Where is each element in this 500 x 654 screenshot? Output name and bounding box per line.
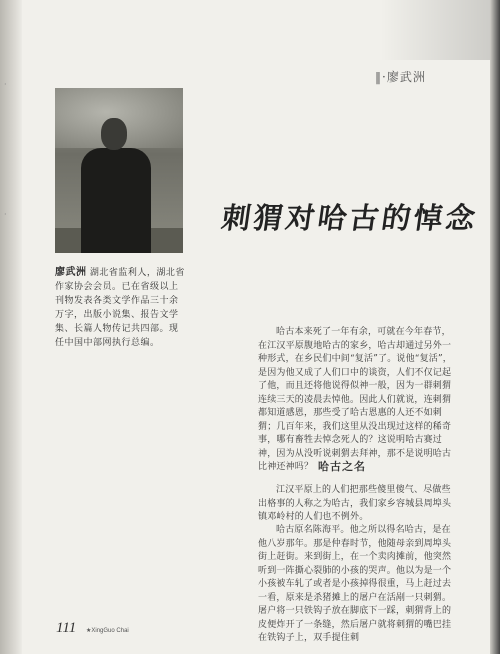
- author-bio: [55, 266, 187, 350]
- intro-paragraph: 哈古本来死了一年有余，可就在今年春节，在江汉平原腹地哈古的家乡，哈古却通过另外一种形式，在乡民们中间“复活”了。说他“复活”，是因为他又成了人们口中的谈资，人们不仅记起了他，而且还将他说得似神一般，因为一群刺猬连续三天的凌晨去悼他。因此人们就说，连刺猬都知道感恩，那些受了哈古恩惠的人还不如刺猬；几百年来，我们这里从没出现过这样的稀奇事，哪有畜牲去悼念死人的？这说明哈古赛过神，因为从没听说刺猬去拜神，那不是说明哈古比神还神吗？: [258, 327, 453, 472]
- page-spine: · ·: [0, 0, 22, 654]
- section-paragraph-1: 江汉平原上的人们把那些傻里傻气、尽做些出格事的人称之为哈古，我们家乡容城县周埠头镇邓岭村的人们也不例外。: [258, 485, 452, 522]
- author-tag: ‖·廖武洲: [375, 70, 426, 84]
- top-shadow: [380, 0, 490, 60]
- author-photo: [55, 88, 183, 253]
- journal-name: ★XingGuo Chai: [86, 628, 129, 634]
- bio-text: 湖北省监利人，湖北省作家协会会员。已在省级以上刊物发表各类文学作品三十余万字，出版小说集、报告文学集、长篇人物传记共四部。现任中国中部网执行总编。: [55, 268, 185, 348]
- section-heading: 哈古之名: [318, 460, 366, 473]
- section-paragraph-2: 哈古原名陈海平。他之所以得名哈古，是在他八岁那年。那是仲春时节，他随母亲到周埠头街上赶街。来到街上，在一个卖肉摊前，他突然听到一阵撕心裂肺的小孩的哭声。他以为是一个小孩被车轧了或者是小孩掉得很重，马上赶过去一看，原来是杀猪摊上的屠户在活剐一只刺猬。屠户将一只铁钩子放在脚底下一踩，刺猬背上的皮便炸开了一条缝，然后屠户就将刺猬的嘴巴挂在铁钩子上，双手提住刺: [258, 525, 452, 643]
- page-edge-shadow: [490, 0, 500, 654]
- page-number: 111: [56, 620, 77, 636]
- article-title: 刺猬对哈古的悼念: [219, 201, 481, 235]
- author-name: 廖武洲: [55, 267, 87, 278]
